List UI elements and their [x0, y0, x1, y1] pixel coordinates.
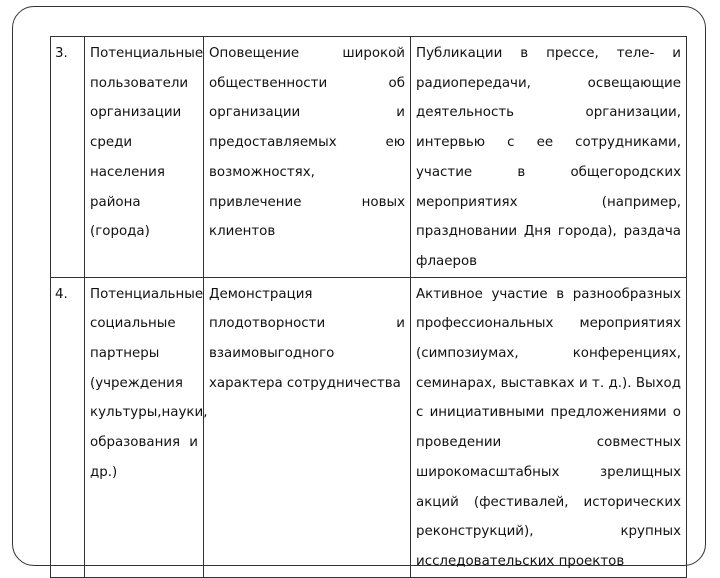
goal-cell: Оповещение широкой общественности об организации и предоставляемых ею возможностях, привлечение новых клиентов — [204, 37, 411, 278]
audience-cell: Потенциальные пользователи организации среди населения района (города) — [85, 37, 204, 278]
table-row — [51, 277, 687, 577]
row-number: 4. — [51, 277, 85, 577]
methods-cell: Активное участие в разнообразных профессиональных мероприятиях (симпозиумах, конференциях, семинарах, выставках и т. д.). Выход с инициативными предложениями о проведении совместных широкомасштабных зрелищных акций (фестивалей, исторических реконструкций), крупных исследовательских проектов — [411, 277, 687, 577]
audience-cell: Потенциальные социальные партнеры (учреждения культуры,науки, образования и др.) — [85, 277, 204, 577]
row-number: 3. — [51, 37, 85, 278]
content-table — [50, 36, 687, 578]
table-row — [51, 37, 687, 278]
goal-cell: Демонстрация плодотворности и взаимовыгодного характера сотрудничества — [204, 277, 411, 577]
methods-cell: Публикации в прессе, теле- и радиопередачи, освещающие деятельность организации, интервью с ее сотрудниками, участие в общегородских мероприятиях (например, праздновании Дня города), раздача флаеров — [411, 37, 687, 278]
